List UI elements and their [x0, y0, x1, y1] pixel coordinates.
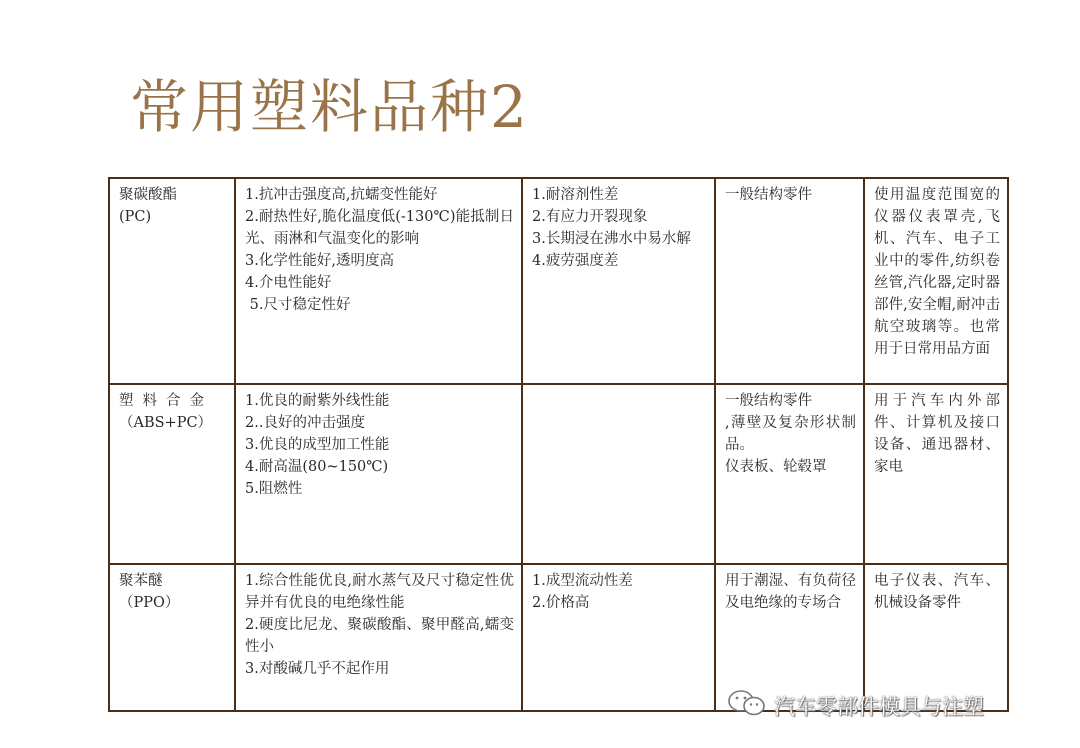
disadvantages-cell	[522, 564, 715, 711]
plastics-table	[108, 177, 1009, 712]
parts-cell	[715, 384, 864, 564]
disadvantages-cell	[522, 178, 715, 384]
advantage-item: 2..良好的冲击强度	[245, 414, 365, 431]
advantage-item: 3.对酸碱几乎不起作用	[245, 660, 390, 677]
parts-item: 用于潮湿、有负荷径及电绝缘的专场合	[725, 572, 856, 611]
material-name: 聚碳酸酯	[119, 187, 177, 203]
material-abbrev: (PC)	[119, 209, 152, 225]
advantage-item: 4.耐高温(80~150℃)	[245, 458, 389, 475]
table-row	[109, 384, 1008, 564]
applications-text: 使用温度范围宽的仪器仪表罩壳,飞机、汽车、电子工业中的零件,纺织卷丝管,汽化器,定时器部件,安全帽,耐冲击航空玻璃等。也常用于日常用品方面	[874, 187, 1000, 357]
material-name: 聚苯醚	[119, 572, 163, 589]
material-name-cell	[109, 564, 235, 711]
advantage-item: 1.抗冲击强度高,抗蠕变性能好	[245, 187, 438, 203]
material-abbrev: （ABS+PC）	[119, 414, 213, 431]
applications-text: 用于汽车内外部件、计算机及接口设备、通迅器材、家电	[874, 392, 1000, 475]
disadvantage-item: 2.价格高	[532, 594, 590, 611]
advantage-item: 1.优良的耐紫外线性能	[245, 392, 390, 409]
advantage-item: 4.介电性能好	[245, 275, 332, 291]
advantage-item: 2.硬度比尼龙、聚碳酸酯、聚甲醛高,蠕变性小	[245, 616, 514, 655]
material-abbrev: （PPO）	[119, 594, 180, 611]
disadvantage-item: 2.有应力开裂现象	[532, 209, 648, 225]
advantages-cell	[235, 564, 522, 711]
advantage-item: 5.尺寸稳定性好	[245, 297, 351, 313]
advantage-item: 3.优良的成型加工性能	[245, 436, 390, 453]
material-name-cell	[109, 384, 235, 564]
parts-cell	[715, 178, 864, 384]
parts-item: 一般结构零件	[725, 392, 812, 409]
watermark	[726, 688, 984, 723]
disadvantage-item: 4.疲劳强度差	[532, 253, 619, 269]
disadvantage-item: 1.成型流动性差	[532, 572, 633, 589]
disadvantages-cell	[522, 384, 715, 564]
advantages-cell	[235, 178, 522, 384]
wechat-icon	[726, 688, 768, 723]
applications-text: 电子仪表、汽车、机械设备零件	[874, 572, 1000, 611]
parts-item: 仪表板、轮毂罩	[725, 458, 827, 475]
advantage-item: 3.化学性能好,透明度高	[245, 253, 394, 269]
watermark-text: 汽车零部件模具与注塑	[774, 694, 984, 719]
advantage-item: 2.耐热性好,脆化温度低(-130℃)能抵制日光、雨淋和气温变化的影响	[245, 209, 514, 247]
material-name: 塑料合金	[119, 392, 213, 409]
material-name-cell	[109, 178, 235, 384]
disadvantage-item: 3.长期浸在沸水中易水解	[532, 231, 691, 247]
table-row	[109, 178, 1008, 384]
advantage-item: 5.阻燃性	[245, 480, 303, 497]
page-title: 常用塑料品种2	[130, 73, 529, 141]
disadvantage-item: 1.耐溶剂性差	[532, 187, 619, 203]
parts-item: 一般结构零件	[725, 187, 812, 203]
parts-item: ,薄壁及复杂形状制品。	[725, 414, 856, 453]
applications-cell	[864, 178, 1008, 384]
advantages-cell	[235, 384, 522, 564]
advantage-item: 1.综合性能优良,耐水蒸气及尺寸稳定性优异并有优良的电绝缘性能	[245, 572, 514, 611]
applications-cell	[864, 384, 1008, 564]
